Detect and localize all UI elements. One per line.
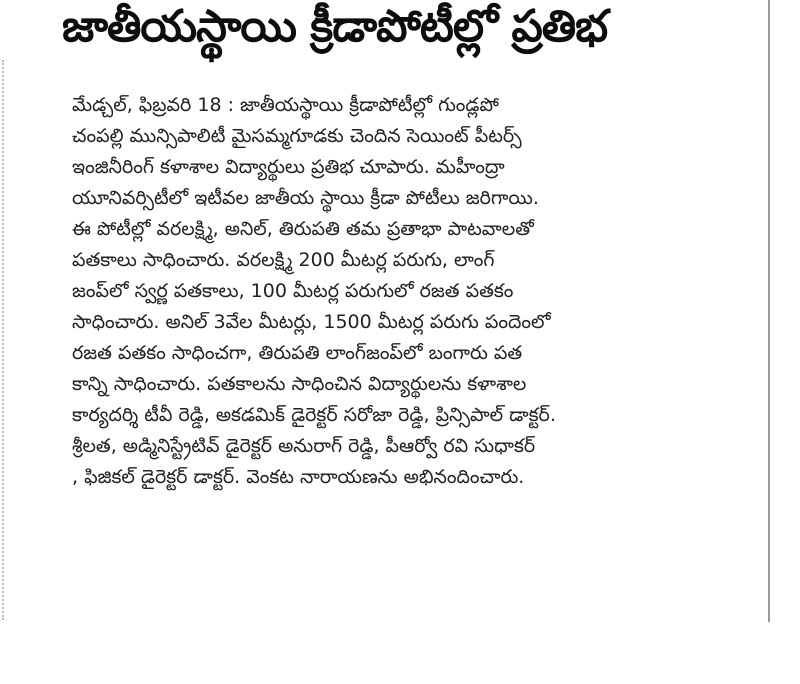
article-line: సాధించారు. అనిల్‌ 3వేల మీటర్లు, 1500 మీటర్ల పరుగు పందెంలో [72,311,551,333]
article-line: చంపల్లి మున్సిపాలిటీ మైసమ్మగూడకు చెందిన సెయింట్‌ పీటర్స్‌ [72,125,522,147]
article-line: కార్యదర్శి టీవీ రెడ్డి, అకడమిక్‌ డైరెక్టర్‌ సరోజా రెడ్డి, ప్రిన్సిపాల్‌ డాక్టర్‌. [72,404,556,426]
article-line: కాన్ని సాధించారు. పతకాలను సాధించిన విద్యార్థులను కళాశాల [72,373,527,395]
right-column-rule [768,0,770,622]
article-line: మేడ్చల్‌, ఫిబ్రవరి 18 : జాతీయస్థాయి క్రీడాపోటీల్లో గుండ్లపో [72,94,499,116]
article-body [72,90,762,493]
left-column-divider [2,60,8,620]
article-line: రజత పతకం సాధించగా, తిరుపతి లాంగ్‌జంప్‌లో బంగారు పత [72,342,523,364]
article-line: ఇంజినీరింగ్‌ కళాశాల విద్యార్థులు ప్రతిభ చూపారు. మహీంద్రా [72,156,505,178]
article-line: శ్రీలత, అడ్మినిస్ట్రేటివ్‌ డైరెక్టర్‌ అనురాగ్‌ రెడ్డి, పీఆర్వో రవి సుధాకర్‌ [72,435,536,457]
article-line: జంప్‌లో స్వర్ణ పతకాలు, 100 మీటర్ల పరుగులో రజత పతకం [72,280,514,302]
article-line: పతకాలు సాధించారు. వరలక్ష్మి 200 మీటర్ల పరుగు, లాంగ్‌ [72,249,495,271]
article-line: ఈ పోటీల్లో వరలక్ష్మి, అనిల్‌, తిరుపతి తమ ప్రతాభా పాటవాలతో [72,218,534,240]
article-headline: జాతీయస్థాయి క్రీడాపోటీల్లో ప్రతిభ [62,1,608,52]
article-line: యూనివర్సిటీలో ఇటీవల జాతీయ స్థాయి క్రీడా పోటీలు జరిగాయి. [72,187,539,209]
article-line: , ఫిజికల్‌ డైరెక్టర్‌ డాక్టర్‌. వెంకట నారాయణను అభినందించారు. [72,466,525,488]
